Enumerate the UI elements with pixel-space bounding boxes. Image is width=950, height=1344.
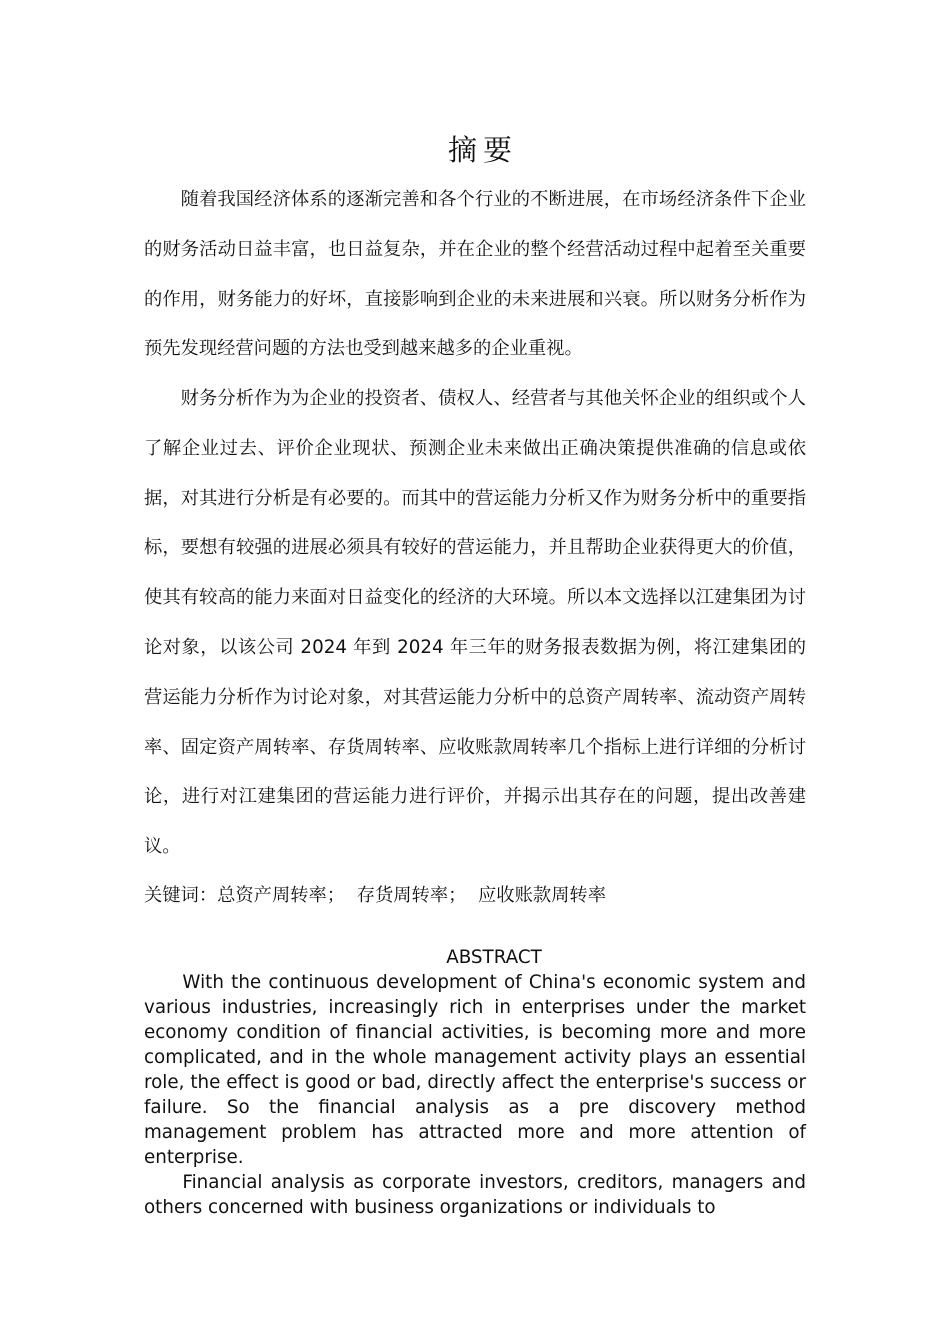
- chinese-keywords: 关键词：总资产周转率； 存货周转率； 应收账款周转率: [144, 885, 606, 906]
- chinese-abstract-title: 摘要: [447, 133, 518, 167]
- chinese-abstract-paragraph-2: 财务分析作为为企业的投资者、债权人、经营者与其他关怀企业的组织或个人了解企业过去、评价企业现状、预测企业未来做出正确决策提供准确的信息或依据，对其进行分析是有必要的。而其中的营运能力分析又作为财务分析中的重要指标，要想有较强的进展必须具有较好的营运能力，并且帮助企业获得更大的价值，使其有较高的能力来面对日益变化的经济的大环境。所以本文选择以江建集团为讨论对象，以该公司 2024 年到 2024 年三年的财务报表数据为例，将江建集团的营运能力分析作为讨论对象，对其营运能力分析中的总资产周转率、流动资产周转率、固定资产周转率、存货周转率、应收账款周转率几个指标上进行详细的分析讨论，进行对江建集团的营运能力进行评价，并揭示出其存在的问题，提出改善建议。: [144, 388, 806, 858]
- english-abstract-paragraph-2: Financial analysis as corporate investors, creditors, managers and others concerned with business organizations or individuals to: [144, 1172, 806, 1218]
- chinese-abstract-paragraph-1: 随着我国经济体系的逐渐完善和各个行业的不断进展，在市场经济条件下企业的财务活动日益丰富，也日益复杂，并在企业的整个经营活动过程中起着至关重要的作用，财务能力的好坏，直接影响到企业的未来进展和兴衰。所以财务分析作为预先发现经营问题的方法也受到越来越多的企业重视。: [144, 189, 806, 360]
- english-abstract-title: ABSTRACT: [446, 947, 542, 968]
- english-abstract-paragraph-1: With the continuous development of China's economic system and various industries, increasingly rich in enterprises under the market economy condition of financial activities, is becoming more and more complicated, and in the whole management activity plays an essential role, the effect is good or bad, directly affect the enterprise's success or failure. So the financial analysis as a pre discovery method management problem has attracted more and more attention of enterprise.: [144, 972, 806, 1168]
